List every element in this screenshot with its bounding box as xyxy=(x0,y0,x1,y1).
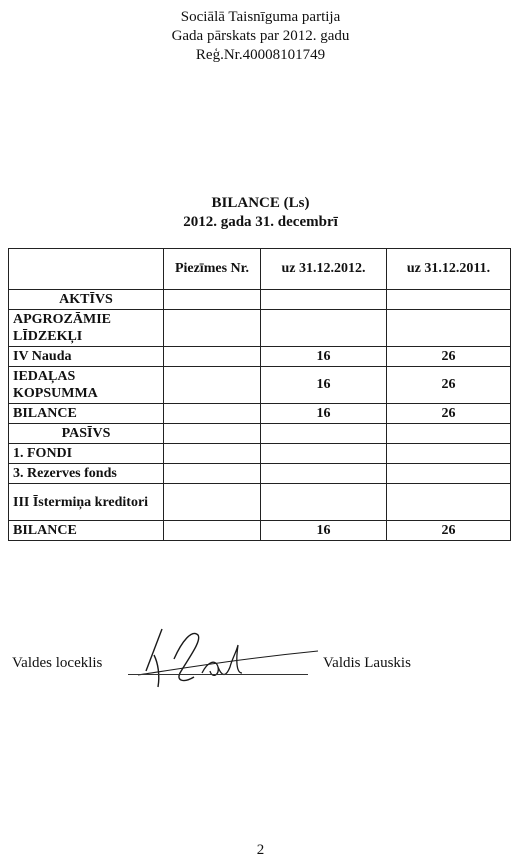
balance-title xyxy=(0,194,521,232)
column-header-2011: uz 31.12.2011. xyxy=(387,249,511,290)
row-label: APGROZĀMIE LĪDZEKĻI xyxy=(9,310,164,347)
row-value-2011 xyxy=(387,484,511,521)
row-note xyxy=(164,521,261,541)
row-value-2012 xyxy=(261,310,387,347)
row-label: AKTĪVS xyxy=(9,290,164,310)
row-label: IEDAĻAS KOPSUMMA xyxy=(9,367,164,404)
row-value-2012 xyxy=(261,464,387,484)
row-note xyxy=(164,310,261,347)
party-name: Sociālā Taisnīguma partija xyxy=(180,9,341,25)
signature-line xyxy=(128,674,308,675)
row-note xyxy=(164,444,261,464)
row-value-2012: 16 xyxy=(261,347,387,367)
table-row xyxy=(9,310,511,347)
row-value-2011 xyxy=(387,310,511,347)
registration-number: Reģ.Nr.40008101749 xyxy=(195,47,326,63)
table-row xyxy=(9,404,511,424)
balance-table xyxy=(8,248,511,541)
column-header-2012: uz 31.12.2012. xyxy=(261,249,387,290)
row-note xyxy=(164,404,261,424)
report-title: Gada pārskats par 2012. gadu xyxy=(171,28,350,44)
row-label: 1. FONDI xyxy=(9,444,164,464)
signatory-name: Valdis Lauskis xyxy=(323,655,411,671)
table-header-row xyxy=(9,249,511,290)
table-row xyxy=(9,521,511,541)
row-value-2012: 16 xyxy=(261,521,387,541)
signatory-role: Valdes loceklis xyxy=(12,655,103,671)
column-header-label xyxy=(9,249,164,290)
row-value-2011: 26 xyxy=(387,404,511,424)
row-note xyxy=(164,424,261,444)
row-note xyxy=(164,347,261,367)
row-value-2011 xyxy=(387,444,511,464)
row-value-2011: 26 xyxy=(387,347,511,367)
table-row xyxy=(9,347,511,367)
document-header xyxy=(0,8,521,65)
table-row xyxy=(9,367,511,404)
row-note xyxy=(164,290,261,310)
row-value-2011 xyxy=(387,464,511,484)
row-value-2012 xyxy=(261,424,387,444)
row-note xyxy=(164,484,261,521)
row-value-2012 xyxy=(261,444,387,464)
table-row xyxy=(9,444,511,464)
row-value-2012 xyxy=(261,484,387,521)
table-row xyxy=(9,424,511,444)
row-note xyxy=(164,367,261,404)
balance-heading: BILANCE (Ls) xyxy=(211,195,310,211)
signature-row xyxy=(0,655,521,685)
page-number: 2 xyxy=(256,842,265,858)
row-label: IV Nauda xyxy=(9,347,164,367)
row-label: 3. Rezerves fonds xyxy=(9,464,164,484)
row-value-2012: 16 xyxy=(261,404,387,424)
row-label: PASĪVS xyxy=(9,424,164,444)
row-value-2011: 26 xyxy=(387,521,511,541)
row-value-2011 xyxy=(387,290,511,310)
row-label: BILANCE xyxy=(9,521,164,541)
balance-date: 2012. gada 31. decembrī xyxy=(183,214,338,230)
table-row xyxy=(9,464,511,484)
row-value-2011 xyxy=(387,424,511,444)
row-value-2012: 16 xyxy=(261,367,387,404)
row-note xyxy=(164,464,261,484)
column-header-notes: Piezīmes Nr. xyxy=(164,249,261,290)
row-value-2011: 26 xyxy=(387,367,511,404)
table-row xyxy=(9,484,511,521)
row-label: III Īstermiņa kreditori xyxy=(9,484,164,521)
row-label: BILANCE xyxy=(9,404,164,424)
table-row xyxy=(9,290,511,310)
row-value-2012 xyxy=(261,290,387,310)
